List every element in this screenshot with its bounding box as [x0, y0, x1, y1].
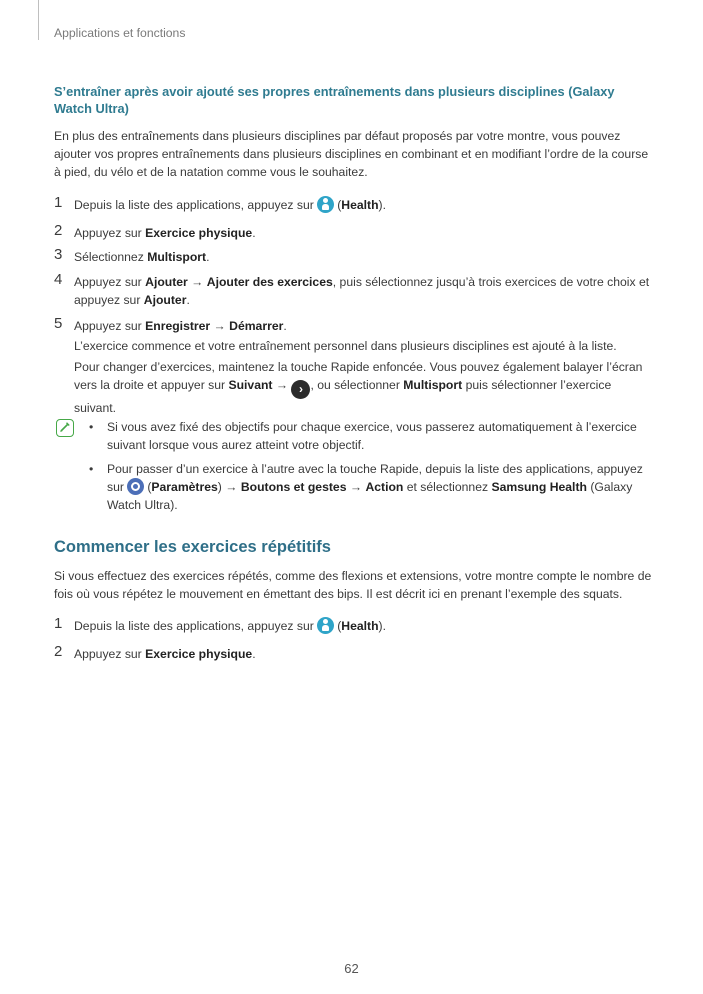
step-number: 3 — [54, 246, 63, 263]
chevron-right-icon: › — [291, 380, 310, 399]
note-text-part: Pour passer d’un exercice à l’autre avec la touche Rapide, depuis la liste des applications, appuyez sur — [107, 462, 643, 494]
add-label: Ajouter — [143, 293, 187, 307]
note-text-part: ( — [147, 480, 152, 494]
save-label: Enregistrer — [145, 319, 211, 333]
step-text: ). — [378, 198, 386, 212]
step-text: Depuis la liste des applications, appuyez sur — [74, 198, 314, 212]
arrow: → — [272, 378, 292, 392]
note-pencil-icon — [56, 419, 74, 437]
header-rule — [38, 0, 39, 40]
note-text-part: ) → — [217, 480, 241, 494]
step-text: . — [206, 250, 210, 264]
step-text: puis sélectionner l’exercice suivant. — [74, 378, 612, 415]
subsection-title: S’entraîner après avoir ajouté ses propres entraînements dans plusieurs disciplines (Galaxy Watch Ultra) — [54, 84, 615, 116]
step-text: . — [186, 293, 190, 307]
subsection-intro: En plus des entraînements dans plusieurs disciplines par défaut proposés par votre montre, vous pouvez ajouter vos propres entraînements dans plusieurs disciplines en combinant et en modifiant l’ordre de la course à pied, du vélo et de la natation comme vous le souhaitez. — [54, 129, 649, 179]
add-exercises-label: Ajouter des exercices — [206, 275, 333, 289]
health-app-icon — [317, 196, 334, 213]
step-text: Sélectionnez — [74, 250, 148, 264]
samsung-health-label: Samsung Health — [491, 480, 587, 494]
step-text: Pour changer d’exercices, maintenez la touche Rapide enfoncée. Vous pouvez également balayer l’écran vers la droite et appuyer sur — [74, 360, 643, 392]
note-text: Si vous avez fixé des objectifs pour chaque exercice, vous passerez automatiquement à l’exercice suivant lorsque vous aurez atteint votre objectif. — [107, 420, 637, 452]
exercise-label: Exercice physique — [145, 226, 253, 240]
settings-gear-icon — [127, 478, 144, 495]
note-text — [107, 460, 654, 514]
page-number: 62 — [344, 961, 359, 976]
bullet: • — [89, 420, 94, 434]
arrow: → — [187, 275, 207, 289]
section-intro: Si vous effectuez des exercices répétés, comme des flexions et extensions, votre montre compte le nombre de fois où vous répétez le mouvement en émettant des bips. Il est décrit ici en prenant l’exemple des squats. — [54, 569, 652, 601]
step-text: Appuyez sur — [74, 226, 146, 240]
multisport-label: Multisport — [147, 250, 207, 264]
health-label: Health — [341, 198, 379, 212]
step-paragraph — [74, 358, 654, 417]
arrow: → — [346, 480, 366, 494]
step-text: Appuyez sur — [74, 647, 146, 661]
exercise-label: Exercice physique — [145, 647, 253, 661]
add-label: Ajouter — [145, 275, 188, 289]
start-label: Démarrer — [229, 319, 284, 333]
step-text: , ou sélectionner — [310, 378, 404, 392]
settings-label: Paramètres — [151, 480, 218, 494]
step-paragraph: L’exercice commence et votre entraînement personnel dans plusieurs disciplines est ajouté à la liste. — [74, 339, 617, 353]
bullet: • — [89, 462, 94, 476]
health-app-icon — [317, 617, 334, 634]
step-text: . — [252, 647, 256, 661]
arrow: → — [210, 319, 230, 333]
multisport-label: Multisport — [403, 378, 463, 392]
step-number: 4 — [54, 271, 63, 288]
buttons-gestures-label: Boutons et gestes — [240, 480, 347, 494]
step-text: ). — [378, 619, 386, 633]
step-number: 1 — [54, 615, 63, 632]
action-label: Action — [365, 480, 404, 494]
step-text: . — [283, 319, 287, 333]
step-number: 5 — [54, 315, 63, 332]
step-number: 2 — [54, 222, 63, 239]
step-text: Appuyez sur — [74, 319, 146, 333]
step-text: ( — [337, 198, 342, 212]
step-text: Depuis la liste des applications, appuyez sur — [74, 619, 314, 633]
step-number: 2 — [54, 643, 63, 660]
step-text: Appuyez sur — [74, 275, 146, 289]
note-text-part: et sélectionnez — [403, 480, 492, 494]
step-text: , puis sélectionnez jusqu’à trois exercices de votre choix et appuyez sur — [74, 275, 650, 307]
section-title: Commencer les exercices répétitifs — [54, 538, 331, 556]
note-text-part: (Galaxy Watch Ultra). — [107, 480, 633, 512]
header-title: Applications et fonctions — [54, 26, 186, 40]
step-number: 1 — [54, 194, 63, 211]
step-text: ( — [337, 619, 342, 633]
next-label: Suivant — [228, 378, 273, 392]
step-text: . — [252, 226, 256, 240]
health-label: Health — [341, 619, 379, 633]
